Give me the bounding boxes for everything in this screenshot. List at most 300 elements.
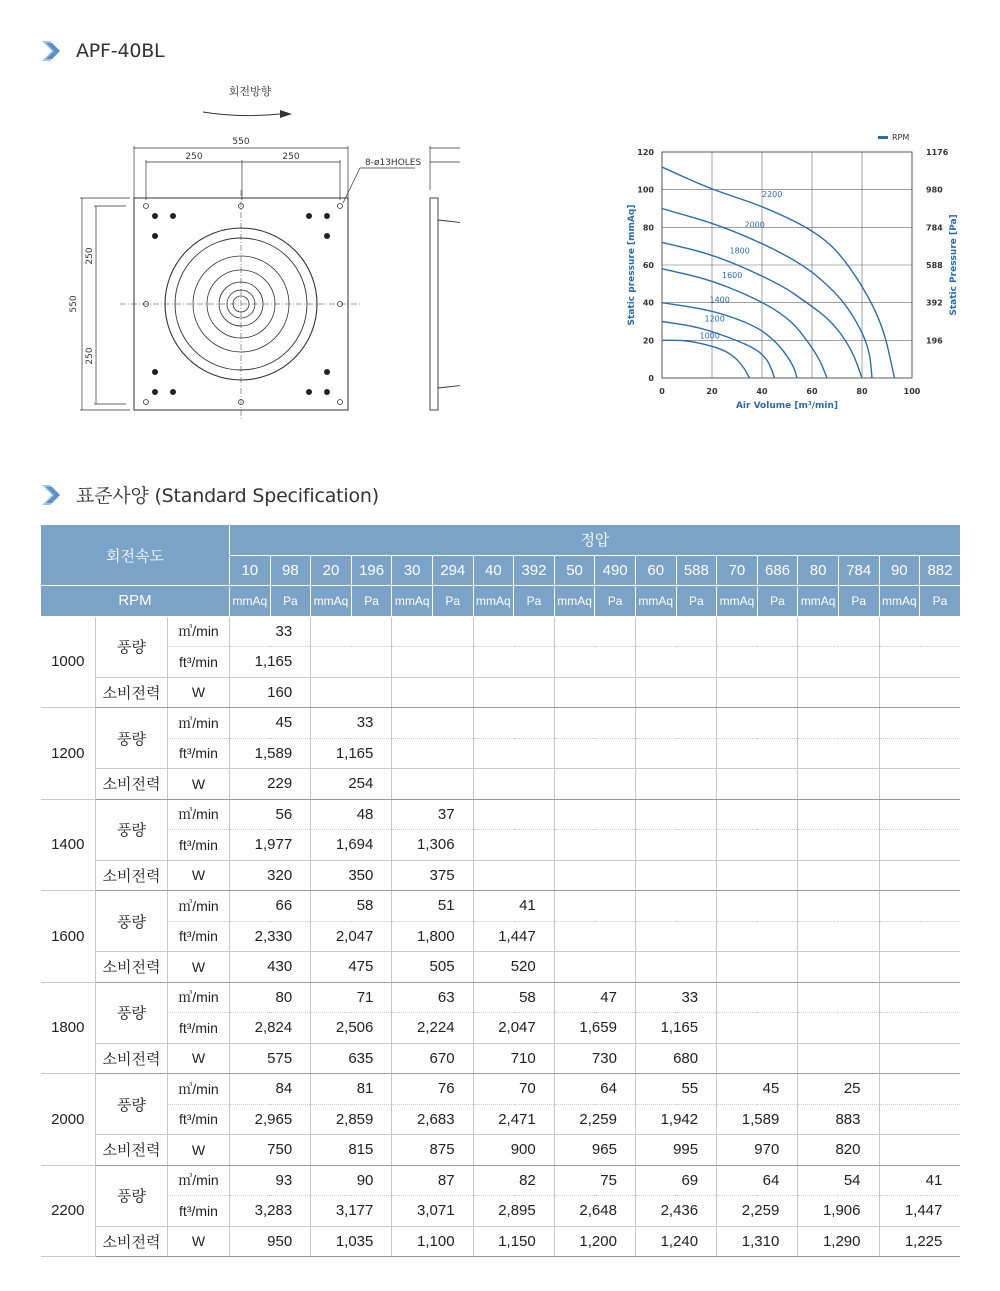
value-cell — [879, 860, 960, 891]
rotation-direction-label: 회전방향 — [228, 85, 272, 98]
value-cell: 45 — [230, 708, 311, 739]
table-row — [41, 799, 961, 830]
value-cell — [798, 921, 879, 952]
value-cell: 1,100 — [392, 1226, 473, 1257]
header-rpm: RPM — [41, 586, 230, 617]
value-cell: 1,942 — [635, 1104, 716, 1135]
table-row — [41, 1104, 961, 1135]
unit-cell: ㎥/min — [168, 1074, 230, 1105]
value-cell — [717, 1043, 798, 1074]
power-label: 소비전력 — [96, 860, 168, 891]
value-cell — [717, 647, 798, 678]
pressure-unit: Pa — [351, 586, 392, 617]
rpm-cell: 1600 — [41, 891, 96, 983]
rpm-cell: 2200 — [41, 1165, 96, 1257]
dim-side-upper: 250 — [85, 247, 95, 265]
value-cell — [635, 708, 716, 739]
value-cell — [392, 677, 473, 708]
value-cell — [473, 708, 554, 739]
value-cell — [798, 677, 879, 708]
value-cell — [473, 769, 554, 800]
pressure-unit: mmAq — [879, 586, 920, 617]
power-label: 소비전력 — [96, 677, 168, 708]
value-cell — [554, 891, 635, 922]
value-cell: 75 — [554, 1165, 635, 1196]
value-cell — [635, 677, 716, 708]
unit-cell: W — [168, 952, 230, 983]
value-cell — [879, 1043, 960, 1074]
value-cell: 3,071 — [392, 1196, 473, 1227]
value-cell: 56 — [230, 799, 311, 830]
value-cell — [717, 769, 798, 800]
value-cell: 63 — [392, 982, 473, 1013]
value-cell — [879, 830, 960, 861]
value-cell — [635, 952, 716, 983]
power-label: 소비전력 — [96, 1043, 168, 1074]
value-cell — [717, 1013, 798, 1044]
value-cell — [798, 1043, 879, 1074]
value-cell — [798, 616, 879, 647]
legend-label: RPM — [892, 133, 910, 142]
power-label: 소비전력 — [96, 1135, 168, 1166]
value-cell: 1,694 — [311, 830, 392, 861]
value-cell: 520 — [473, 952, 554, 983]
pressure-value: 30 — [392, 555, 433, 586]
value-cell: 820 — [798, 1135, 879, 1166]
unit-cell: ft³/min — [168, 921, 230, 952]
pressure-value: 784 — [838, 555, 879, 586]
flow-label: 풍량 — [96, 982, 168, 1043]
value-cell: 2,895 — [473, 1196, 554, 1227]
value-cell — [635, 769, 716, 800]
unit-cell: ft³/min — [168, 1104, 230, 1135]
table-row — [41, 1226, 961, 1257]
power-label: 소비전력 — [96, 952, 168, 983]
value-cell: 430 — [230, 952, 311, 983]
value-cell — [554, 860, 635, 891]
flow-label: 풍량 — [96, 616, 168, 677]
series-label: 1200 — [704, 314, 725, 324]
dimension-drawing — [60, 80, 460, 430]
value-cell: 58 — [311, 891, 392, 922]
value-cell: 69 — [635, 1165, 716, 1196]
value-cell — [473, 738, 554, 769]
legend-swatch — [878, 136, 888, 139]
value-cell — [798, 799, 879, 830]
pressure-unit: mmAq — [230, 586, 271, 617]
unit-cell: ㎥/min — [168, 982, 230, 1013]
value-cell: 64 — [554, 1074, 635, 1105]
performance-chart — [620, 128, 970, 428]
value-cell — [635, 616, 716, 647]
value-cell: 41 — [473, 891, 554, 922]
holes-label: 8-ø13HOLES — [365, 158, 422, 168]
value-cell — [879, 1074, 960, 1105]
y2-tick-label: 196 — [926, 336, 943, 346]
series-label: 1800 — [729, 246, 750, 256]
value-cell — [879, 708, 960, 739]
value-cell: 505 — [392, 952, 473, 983]
unit-cell: W — [168, 1043, 230, 1074]
value-cell: 1,800 — [392, 921, 473, 952]
value-cell — [879, 952, 960, 983]
pressure-unit: mmAq — [554, 586, 595, 617]
dim-top-right: 250 — [282, 152, 300, 162]
value-cell — [635, 830, 716, 861]
value-cell: 2,859 — [311, 1104, 392, 1135]
unit-cell: W — [168, 769, 230, 800]
value-cell: 1,589 — [717, 1104, 798, 1135]
value-cell — [554, 921, 635, 952]
y-tick-label: 80 — [642, 223, 654, 233]
flow-label: 풍량 — [96, 891, 168, 952]
value-cell: 1,659 — [554, 1013, 635, 1044]
value-cell: 41 — [879, 1165, 960, 1196]
pressure-value: 80 — [798, 555, 839, 586]
value-cell — [473, 677, 554, 708]
table-row — [41, 1043, 961, 1074]
pressure-value: 686 — [757, 555, 798, 586]
series-line-1000 — [662, 340, 750, 378]
value-cell: 900 — [473, 1135, 554, 1166]
value-cell: 160 — [230, 677, 311, 708]
table-row — [41, 1013, 961, 1044]
table-row — [41, 921, 961, 952]
flow-label: 풍량 — [96, 799, 168, 860]
value-cell — [554, 769, 635, 800]
value-cell: 2,648 — [554, 1196, 635, 1227]
model-title: APF-40BL — [76, 40, 165, 62]
value-cell — [879, 891, 960, 922]
value-cell: 1,165 — [230, 647, 311, 678]
fan-side-view — [430, 198, 460, 410]
value-cell: 45 — [717, 1074, 798, 1105]
dim-side-total: 550 — [69, 295, 79, 313]
value-cell: 33 — [635, 982, 716, 1013]
rpm-cell: 1400 — [41, 799, 96, 891]
value-cell — [879, 1013, 960, 1044]
x-tick-label: 20 — [706, 387, 718, 396]
value-cell: 970 — [717, 1135, 798, 1166]
pressure-unit: Pa — [595, 586, 636, 617]
pressure-value: 196 — [351, 555, 392, 586]
value-cell: 875 — [392, 1135, 473, 1166]
pressure-unit: Pa — [920, 586, 961, 617]
unit-cell: ㎥/min — [168, 799, 230, 830]
value-cell — [392, 769, 473, 800]
value-cell — [311, 647, 392, 678]
value-cell: 1,035 — [311, 1226, 392, 1257]
value-cell — [311, 677, 392, 708]
unit-cell: ft³/min — [168, 647, 230, 678]
pressure-value: 98 — [270, 555, 311, 586]
value-cell — [473, 860, 554, 891]
pressure-value: 490 — [595, 555, 636, 586]
pressure-unit: Pa — [757, 586, 798, 617]
value-cell — [392, 708, 473, 739]
y2-tick-label: 588 — [926, 261, 943, 270]
value-cell: 2,330 — [230, 921, 311, 952]
value-cell: 3,177 — [311, 1196, 392, 1227]
flow-label: 풍량 — [96, 1165, 168, 1226]
value-cell — [554, 952, 635, 983]
y-tick-label: 0 — [648, 374, 654, 383]
fan-front-view — [120, 190, 360, 420]
series-line-1200 — [662, 322, 775, 379]
value-cell — [717, 891, 798, 922]
table-row — [41, 952, 961, 983]
series-label: 2000 — [744, 220, 765, 230]
table-row — [41, 1165, 961, 1196]
value-cell: 82 — [473, 1165, 554, 1196]
table-row — [41, 1074, 961, 1105]
pressure-value: 70 — [717, 555, 758, 586]
series-label: 1400 — [709, 295, 730, 305]
dim-top-left: 250 — [185, 152, 203, 162]
value-cell — [879, 616, 960, 647]
series-label: 1000 — [699, 331, 720, 341]
value-cell — [554, 708, 635, 739]
pressure-unit: Pa — [676, 586, 717, 617]
value-cell: 680 — [635, 1043, 716, 1074]
value-cell — [554, 799, 635, 830]
value-cell — [554, 738, 635, 769]
pressure-value: 10 — [230, 555, 271, 586]
value-cell — [717, 708, 798, 739]
value-cell — [554, 616, 635, 647]
value-cell: 2,436 — [635, 1196, 716, 1227]
value-cell: 995 — [635, 1135, 716, 1166]
value-cell: 1,290 — [798, 1226, 879, 1257]
value-cell — [717, 677, 798, 708]
unit-cell: ft³/min — [168, 1013, 230, 1044]
pressure-unit: mmAq — [311, 586, 352, 617]
unit-cell: W — [168, 1226, 230, 1257]
pressure-unit: mmAq — [717, 586, 758, 617]
value-cell — [717, 799, 798, 830]
value-cell: 90 — [311, 1165, 392, 1196]
unit-cell: W — [168, 1135, 230, 1166]
value-cell: 635 — [311, 1043, 392, 1074]
value-cell — [717, 738, 798, 769]
value-cell: 1,200 — [554, 1226, 635, 1257]
y-tick-label: 20 — [642, 336, 654, 346]
table-row — [41, 616, 961, 647]
y-tick-label: 40 — [642, 298, 654, 308]
value-cell: 2,259 — [554, 1104, 635, 1135]
value-cell — [473, 830, 554, 861]
value-cell: 1,306 — [392, 830, 473, 861]
rpm-cell: 2000 — [41, 1074, 96, 1166]
table-row — [41, 1196, 961, 1227]
x-tick-label: 100 — [903, 387, 921, 396]
table-row — [41, 708, 961, 739]
value-cell: 965 — [554, 1135, 635, 1166]
value-cell: 1,447 — [879, 1196, 960, 1227]
pressure-value: 588 — [676, 555, 717, 586]
power-label: 소비전력 — [96, 769, 168, 800]
value-cell — [717, 952, 798, 983]
pressure-unit: mmAq — [798, 586, 839, 617]
value-cell: 64 — [717, 1165, 798, 1196]
unit-cell: ft³/min — [168, 830, 230, 861]
value-cell — [879, 982, 960, 1013]
chevron-right-icon — [40, 38, 66, 64]
value-cell — [635, 860, 716, 891]
value-cell — [879, 921, 960, 952]
pressure-value: 392 — [514, 555, 555, 586]
value-cell: 47 — [554, 982, 635, 1013]
pressure-value: 60 — [635, 555, 676, 586]
value-cell — [473, 799, 554, 830]
spec-heading — [40, 481, 379, 508]
y2-tick-label: 392 — [926, 298, 943, 308]
value-cell — [554, 677, 635, 708]
unit-cell: ft³/min — [168, 738, 230, 769]
unit-cell: W — [168, 860, 230, 891]
value-cell — [879, 647, 960, 678]
value-cell: 2,259 — [717, 1196, 798, 1227]
unit-cell: ft³/min — [168, 1196, 230, 1227]
value-cell — [798, 738, 879, 769]
value-cell — [717, 921, 798, 952]
value-cell: 33 — [230, 616, 311, 647]
y-tick-label: 60 — [642, 261, 654, 270]
x-tick-label: 0 — [659, 387, 665, 396]
value-cell: 1,150 — [473, 1226, 554, 1257]
value-cell — [879, 677, 960, 708]
chart-grid — [662, 152, 912, 378]
value-cell: 670 — [392, 1043, 473, 1074]
value-cell — [798, 1013, 879, 1044]
value-cell: 33 — [311, 708, 392, 739]
value-cell — [798, 891, 879, 922]
value-cell — [392, 647, 473, 678]
value-cell: 2,047 — [311, 921, 392, 952]
value-cell: 66 — [230, 891, 311, 922]
spec-title: 표준사양 (Standard Specification) — [76, 485, 379, 507]
x-tick-label: 60 — [806, 387, 818, 396]
y2-axis-label: Static Pressure [Pa] — [949, 214, 959, 316]
value-cell — [311, 616, 392, 647]
series-label: 1600 — [722, 271, 743, 281]
value-cell — [635, 799, 716, 830]
table-row — [41, 738, 961, 769]
dim-side-lower: 250 — [85, 347, 95, 365]
value-cell: 2,047 — [473, 1013, 554, 1044]
value-cell: 2,824 — [230, 1013, 311, 1044]
value-cell — [798, 647, 879, 678]
value-cell: 55 — [635, 1074, 716, 1105]
value-cell — [635, 647, 716, 678]
value-cell: 254 — [311, 769, 392, 800]
value-cell — [717, 830, 798, 861]
unit-cell: W — [168, 677, 230, 708]
flow-label: 풍량 — [96, 1074, 168, 1135]
value-cell: 71 — [311, 982, 392, 1013]
table-row — [41, 677, 961, 708]
value-cell — [879, 799, 960, 830]
value-cell — [798, 708, 879, 739]
model-heading — [40, 38, 164, 64]
value-cell: 1,977 — [230, 830, 311, 861]
unit-cell: ㎥/min — [168, 708, 230, 739]
value-cell — [798, 860, 879, 891]
value-cell — [717, 982, 798, 1013]
value-cell — [554, 647, 635, 678]
value-cell: 1,447 — [473, 921, 554, 952]
value-cell — [798, 952, 879, 983]
unit-cell: ㎥/min — [168, 891, 230, 922]
table-row — [41, 860, 961, 891]
value-cell: 93 — [230, 1165, 311, 1196]
pressure-value: 882 — [920, 555, 961, 586]
value-cell — [635, 891, 716, 922]
value-cell: 320 — [230, 860, 311, 891]
value-cell: 54 — [798, 1165, 879, 1196]
value-cell — [392, 738, 473, 769]
pressure-value: 40 — [473, 555, 514, 586]
value-cell: 70 — [473, 1074, 554, 1105]
value-cell — [879, 738, 960, 769]
value-cell: 229 — [230, 769, 311, 800]
chevron-right-icon — [40, 482, 66, 508]
value-cell: 750 — [230, 1135, 311, 1166]
value-cell: 2,471 — [473, 1104, 554, 1135]
rpm-cell: 1000 — [41, 616, 96, 708]
value-cell: 350 — [311, 860, 392, 891]
pressure-unit: mmAq — [635, 586, 676, 617]
unit-cell: ㎥/min — [168, 616, 230, 647]
header-speed: 회전속도 — [41, 525, 230, 586]
value-cell: 25 — [798, 1074, 879, 1105]
y2-tick-label: 784 — [926, 223, 943, 233]
value-cell — [879, 1104, 960, 1135]
value-cell: 950 — [230, 1226, 311, 1257]
value-cell: 37 — [392, 799, 473, 830]
y-axis-label: Static pressure [mmAq] — [627, 204, 637, 326]
value-cell: 1,165 — [635, 1013, 716, 1044]
header-pressure: 정압 — [230, 525, 961, 556]
value-cell: 2,683 — [392, 1104, 473, 1135]
x-tick-label: 40 — [756, 387, 768, 396]
pressure-unit: Pa — [270, 586, 311, 617]
value-cell — [554, 830, 635, 861]
value-cell: 84 — [230, 1074, 311, 1105]
value-cell: 87 — [392, 1165, 473, 1196]
table-row — [41, 830, 961, 861]
value-cell: 375 — [392, 860, 473, 891]
unit-cell: ㎥/min — [168, 1165, 230, 1196]
table-row — [41, 769, 961, 800]
y2-tick-label: 1176 — [926, 148, 949, 157]
table-row — [41, 647, 961, 678]
value-cell: 80 — [230, 982, 311, 1013]
value-cell: 475 — [311, 952, 392, 983]
value-cell — [798, 830, 879, 861]
value-cell: 575 — [230, 1043, 311, 1074]
y-tick-label: 100 — [637, 185, 654, 195]
series-line-1600 — [662, 269, 827, 378]
value-cell — [635, 921, 716, 952]
value-cell: 1,906 — [798, 1196, 879, 1227]
value-cell — [717, 616, 798, 647]
value-cell — [879, 1135, 960, 1166]
pressure-unit: Pa — [432, 586, 473, 617]
y2-tick-label: 980 — [926, 185, 943, 195]
pressure-unit: Pa — [838, 586, 879, 617]
pressure-unit: mmAq — [392, 586, 433, 617]
